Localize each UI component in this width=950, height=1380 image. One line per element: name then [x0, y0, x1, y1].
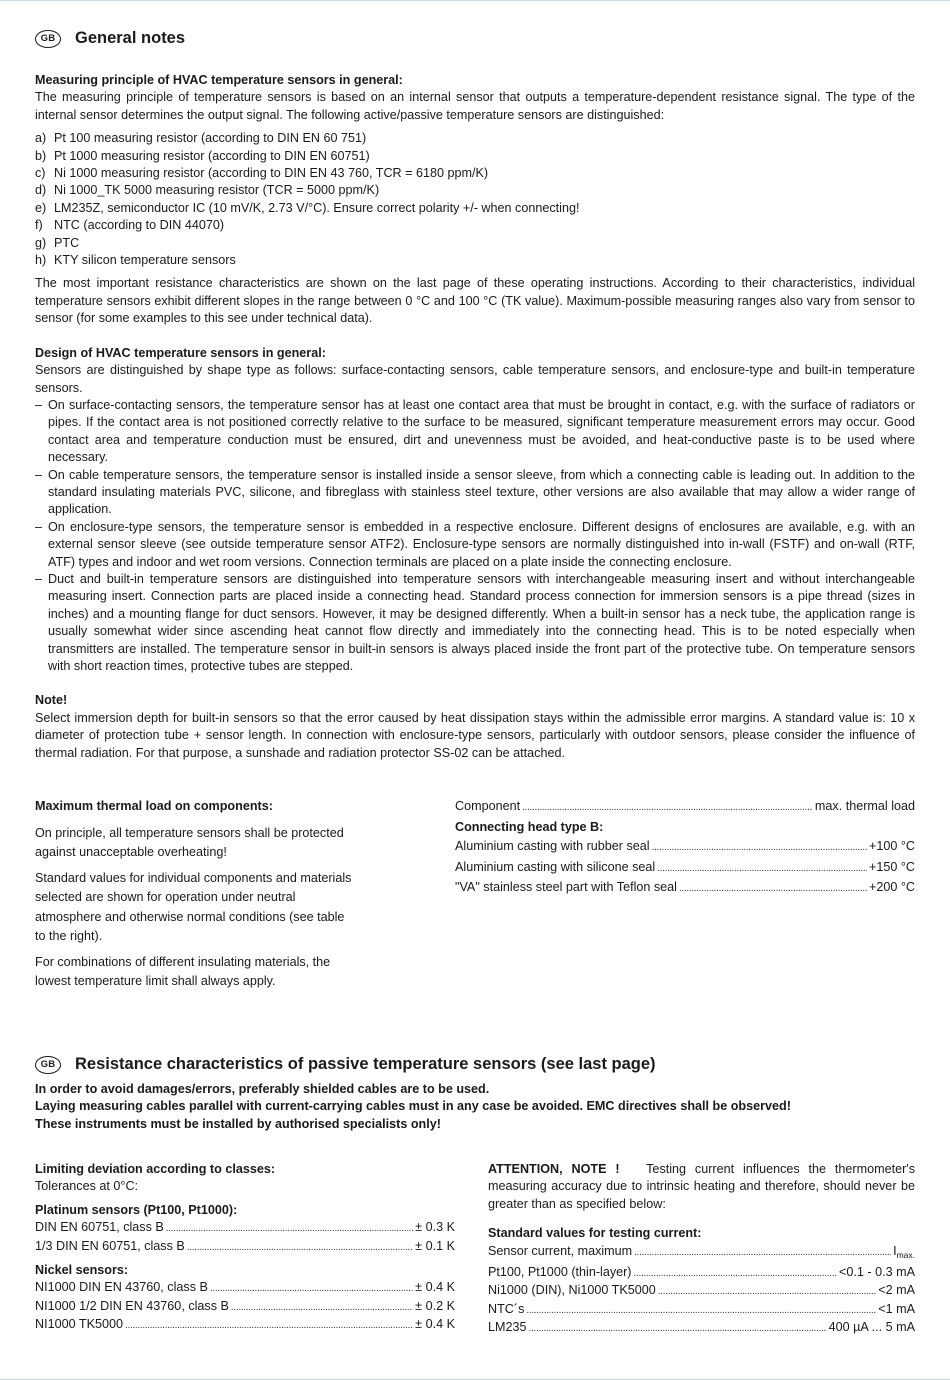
attention-text: Testing current influences the thermometer's measuring accuracy due to intrinsic heating and therefore, should never be greater than as specified below: [488, 1162, 916, 1211]
page-content [35, 26, 915, 762]
design-text: Sensors are distinguished by shape type as follows: surface-contacting sensors, cable temperature sensors, and enclosure-type and built-in temperature sensors. [35, 363, 915, 395]
table-row: Aluminium casting with silicone seal ..... +150 °C [455, 858, 915, 879]
note-heading: Note! [35, 693, 68, 708]
characteristics-text: The most important resistance characteristics are shown on the last page of these operating instructions. According to their characteristics, individual temperature sensors exhibit different slopes in the range between 0 °C and 100 °C (TK value). Maximum-possible measuring ranges also vary from sensor to sensor (for some examples to this see under technical data). [35, 276, 915, 326]
list-item: d) Ni 1000_TK 5000 measuring resistor (TCR = 5000 ppm/K) [35, 183, 380, 198]
list-item: b) Pt 1000 measuring resistor (according to DIN EN 60751) [35, 148, 370, 163]
principle-heading: Measuring principle of HVAC temperature sensors in general: [35, 73, 403, 87]
section-resistance [35, 1052, 915, 1133]
table-row: "VA" stainless steel part with Teflon seal ..... +200 °C [455, 878, 915, 899]
top-rule [0, 0, 950, 1]
thermal-paragraph-3: For combinations of different insulating materials, the lowest temperature limit shall always apply. [35, 954, 331, 988]
limit-subheading: Tolerances at 0°C: [35, 1179, 139, 1194]
table-row: 1/3 DIN EN 60751, class B ..... ± 0.1 K [35, 1238, 455, 1256]
table-row: DIN EN 60751, class B ..... ± 0.3 K [35, 1219, 455, 1237]
table-row: NTC´s ..... <1 mA [488, 1301, 915, 1319]
thermal-heading: Maximum thermal load on components: [35, 799, 273, 813]
section-general-notes-header [35, 26, 915, 52]
list-item: – On enclosure-type sensors, the temperature sensor is embedded in a respective enclosure. Different designs of enclosures are available, e.g. with an external sensor sleeve (see outside temperature sensor ATF2). Enclosure-type sensors are normally distinguished into in-wall (FSTF) and on-wall (RTF, ATF) types and indoor and wet room versions. Connection terminals are placed on a plate inside the connecting enclosure. [35, 519, 915, 569]
thermal-table [455, 797, 915, 899]
list-item: – Duct and built-in temperature sensors are distinguished into temperature sensors with interchangeable measuring insert and without interchangeable measuring insert. Connection parts are placed inside a connecting head. Standard process connection for immersion sensors is a pipe thread (sizes in inches) and a mounting flange for duct sensors. However, it may be designed differently. When a built-in sensor has a neck tube, the application range is usually somewhat wider since ascending heat cannot flow directly and immediately into the connecting head. This is to be noted especially when transmitters are installed. The temperature sensor in built-in sensors is always placed inside the front part of the protective tube. On temperature sensors with short reaction times, protective tubes are stepped. [35, 571, 915, 673]
table-row: NI1000 DIN EN 43760, class B ..... ± 0.4 K [35, 1279, 455, 1297]
table-row: NI1000 1/2 DIN EN 43760, class B ..... ± 0.2 K [35, 1298, 455, 1316]
section-resistance-header [35, 1052, 915, 1078]
language-badge: GB [35, 1056, 61, 1074]
limiting-deviation-block [35, 1161, 455, 1335]
warning-authorised-specialists: These instruments must be installed by authorised specialists only! [35, 1116, 441, 1131]
table-row: Pt100, Pt1000 (thin-layer) ..... <0.1 - 0.3 mA [488, 1264, 915, 1282]
list-item: – On surface-contacting sensors, the temperature sensor has at least one contact area that must be brought in contact, e.g. with the surface of radiators or pipes. If the contact area is not positioned correctly relative to the surface to be measured, significant temperature measurement errors may occur. Good contact area and temperature conduction must be ensured, dirt and unevenness must be avoided, and heat-conductive paste is to be used where necessary. [35, 397, 915, 465]
table-group-label: Connecting head type B: [455, 819, 604, 834]
thermal-left-column [35, 797, 355, 992]
list-item: c) Ni 1000 measuring resistor (according to DIN EN 43 760, TCR = 6180 ppm/K) [35, 166, 489, 181]
list-item: h) KTY silicon temperature sensors [35, 253, 236, 268]
table-row: Aluminium casting with rubber seal ..... +100 °C [455, 837, 915, 858]
thermal-paragraph-2: Standard values for individual components and materials selected are shown for operation under neutral atmosphere and otherwise normal conditions (see table to the right). [35, 870, 352, 943]
column-header-component: Component [455, 799, 521, 813]
limit-heading: Limiting deviation according to classes: [35, 1162, 276, 1176]
list-item: f) NTC (according to DIN 44070) [35, 218, 225, 233]
language-badge: GB [35, 30, 61, 48]
table-row: NI1000 TK5000 ..... ± 0.4 K [35, 1316, 455, 1334]
sensor-list [35, 130, 915, 269]
table-header-row [455, 797, 915, 818]
list-item: – On cable temperature sensors, the temperature sensor is installed inside a sensor sleeve, from which a connecting cable is leading out. In addition to the standard insulating materials PVC, silicone, and fibreglass with stainless steel texture, other versions are also available that may allow a wider range of application. [35, 467, 915, 517]
table-row: Sensor current, maximum ..... $I_{max.}$ [488, 1243, 915, 1264]
current-heading: Standard values for testing current: [488, 1226, 702, 1241]
note-text: Select immersion depth for built-in sensors so that the error caused by heat dissipation stays within the admissible error margins. A standard value is: 10 x diameter of protection tube + sensor length. In connection with enclosure-type sensors, particularly with outdoor sensors, please consider the influence of thermal radiation. For that purpose, a sunshade and radiation protector SS-02 can be attached. [35, 710, 915, 760]
attention-label: ATTENTION, NOTE ! [488, 1162, 620, 1176]
section-title: General notes [75, 29, 186, 48]
testing-current-block [488, 1161, 915, 1338]
thermal-paragraph-1: On principle, all temperature sensors shall be protected against unacceptable overheating! [35, 825, 344, 859]
list-item: g) PTC [35, 235, 80, 250]
column-header-thermal-load: max. thermal load [814, 799, 915, 813]
principle-text: The measuring principle of temperature sensors is based on an internal sensor that outputs a temperature-dependent resistance signal. The type of the internal sensor determines the output signal. The following active/passive temperature sensors are distinguished: [35, 90, 915, 122]
warning-parallel-cables: Laying measuring cables parallel with current-carrying cables must in any case be avoided. EMC directives shall be observed! [35, 1099, 791, 1114]
nickel-heading: Nickel sensors: [35, 1263, 129, 1278]
table-row: LM235 ..... 400 µA ... 5 mA [488, 1319, 915, 1337]
table-row: Ni1000 (DIN), Ni1000 TK5000 ..... <2 mA [488, 1282, 915, 1300]
section-title: Resistance characteristics of passive temperature sensors (see last page) [75, 1055, 656, 1074]
design-heading: Design of HVAC temperature sensors in general: [35, 345, 326, 360]
list-item: e) LM235Z, semiconductor IC (10 mV/K, 2.73 V/°C). Ensure correct polarity +/- when connecting! [35, 200, 580, 215]
warning-shielded-cables: In order to avoid damages/errors, preferably shielded cables are to be used. [35, 1082, 490, 1096]
platinum-heading: Platinum sensors (Pt100, Pt1000): [35, 1202, 238, 1217]
attention-note [488, 1161, 915, 1213]
list-item: a) Pt 100 measuring resistor (according to DIN EN 60 751) [35, 131, 367, 146]
design-list [35, 397, 915, 676]
